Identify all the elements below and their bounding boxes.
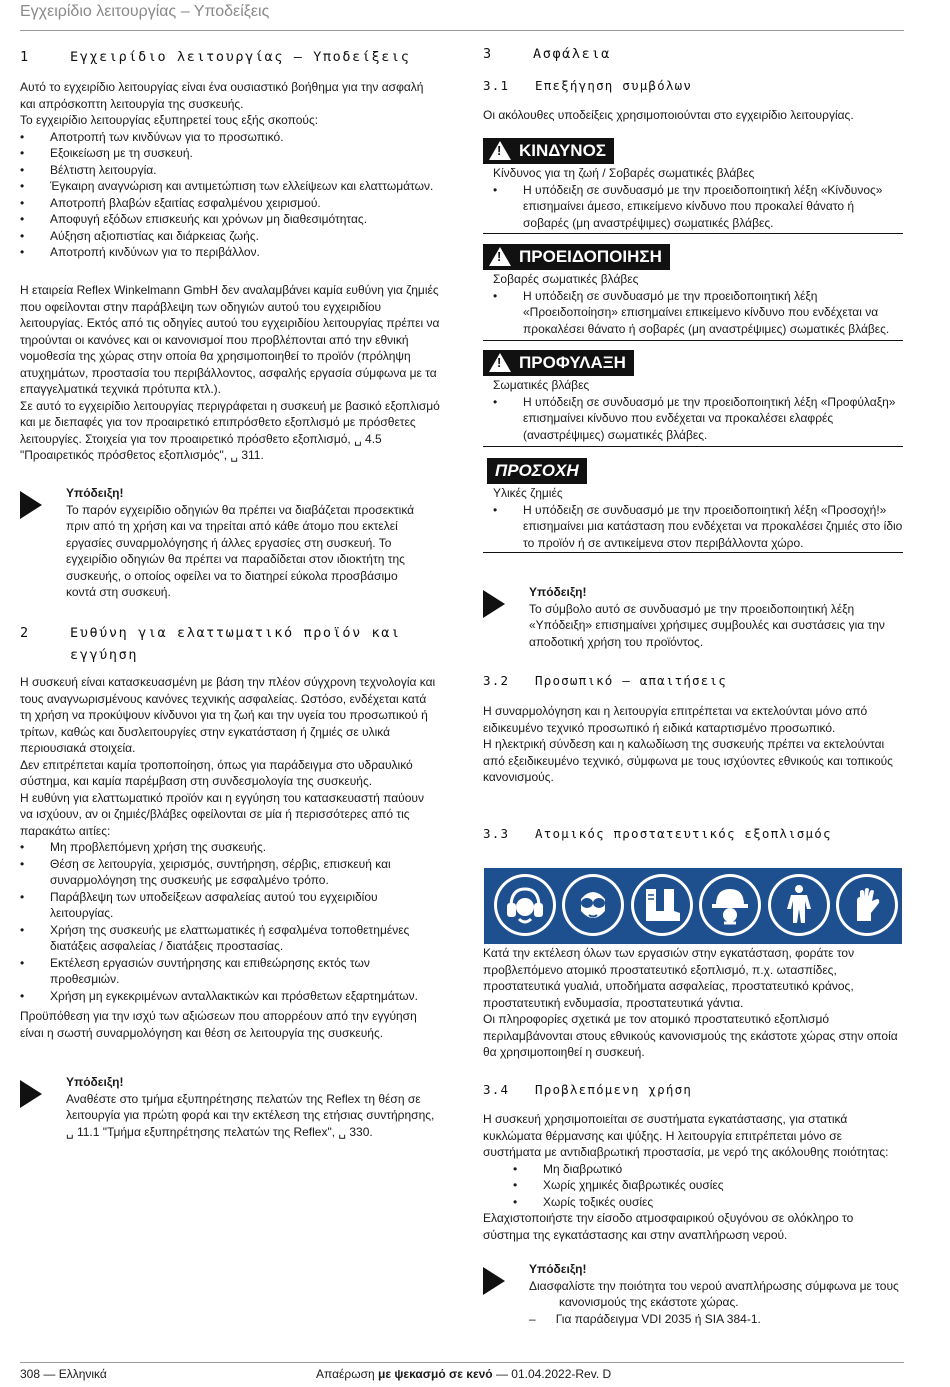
protective-suit-icon xyxy=(768,874,830,936)
hazard-description: • Η υπόδειξη σε συνδυασμό με την προειδοποιητική λέξη «Προσοχή!» επισημαίνει μια κατάσταση που ενδέχεται να προκαλέσει ζημιές στο ίδιο το προϊόν ή σε αντικείμενα στον περιβάλλοντα χώρο. xyxy=(493,502,903,552)
header-rule xyxy=(20,30,904,31)
section-title: Ασφάλεια xyxy=(533,46,611,62)
section-3-4-heading xyxy=(483,1081,692,1099)
danger-box xyxy=(483,138,903,234)
list-item: • Χωρίς χημικές διαβρωτικές ουσίες xyxy=(513,1177,903,1194)
section-number: 3.1 xyxy=(483,78,510,93)
signal-word: ΠΡΟΦΥΛΑΞΗ xyxy=(519,353,626,372)
note-arrow-icon xyxy=(20,491,42,519)
section-2-body xyxy=(20,674,440,1004)
warning-triangle-icon xyxy=(489,141,511,160)
section-title: Επεξήγηση συμβόλων xyxy=(535,78,693,93)
section-number: 2 xyxy=(20,625,30,641)
section-3-heading xyxy=(483,44,611,64)
caution-box xyxy=(483,350,903,447)
section-number: 3 xyxy=(483,46,493,62)
signal-word: ΠΡΟΕΙΔΟΠΟΙΗΣΗ xyxy=(519,247,662,266)
note-example: Για παράδειγμα VDI 2035 ή SIA 384-1. xyxy=(555,1311,761,1326)
protective-gloves-icon xyxy=(836,874,898,936)
section-number: 1 xyxy=(20,49,30,65)
hazard-description: • Η υπόδειξη σε συνδυασμό με την προειδοποιητική λέξη «Προειδοποίηση» επισημαίνει επικείμενο κίνδυνο που ενδέχεται να προκαλέσει θάνατο ή σοβαρές (μη αναστρέψιμες) σωματικές βλάβες. xyxy=(493,288,903,338)
section-title-cont: εγγύηση xyxy=(70,647,139,663)
list-item: • Θέση σε λειτουργία, χειρισμός, συντήρηση, σέρβις, επισκευή και συναρμολόγηση της συσκευής με εσφαλμένο τρόπο. xyxy=(20,856,440,889)
dash-marker: – xyxy=(529,1311,536,1326)
list-item: • Χωρίς τοξικές ουσίες xyxy=(513,1194,903,1211)
section-2-heading xyxy=(20,622,440,666)
signal-word: ΚΙΝΔΥΝΟΣ xyxy=(519,141,606,160)
section-number: 3.4 xyxy=(483,1082,510,1097)
paragraph: Η συσκευή είναι κατασκευασμένη με βάση την πλέον σύγχρονη τεχνολογία και τους αναγνωρισμένους κανόνες τεχνικής ασφαλείας. Ωστόσο, ενδέχεται κατά τη χρήση να προκύψουν κίνδυνοι για τη ζωή και την υγεία του προσωπικού ή τρίτων, καθώς και δυσλειτουργίες στην εγκατάσταση ή ζημιές σε υλικά περιουσιακά στοιχεία. xyxy=(20,675,436,755)
document-title xyxy=(316,1366,611,1382)
section-1-body xyxy=(20,79,440,261)
signal-word: ΠΡΟΣΟΧΗ xyxy=(495,461,579,480)
safety-goggles-icon xyxy=(562,874,624,936)
hazard-type: Σοβαρές σωματικές βλάβες xyxy=(493,272,639,286)
doc-title-bold: με ψεκασμό σε κενό xyxy=(378,1367,493,1381)
note-text: Το σύμβολο αυτό σε συνδυασμό με την προειδοποιητική λέξη «Υπόδειξη» επισημαίνει χρήσιμες συμβουλές και συστάσεις για την αποδοτική χρήση του προϊόντος. xyxy=(529,601,885,649)
safety-boots-icon xyxy=(631,874,693,936)
intro-paragraph: Αυτό το εγχειρίδιο λειτουργίας είναι ένα ουσιαστικό βοήθημα για την ασφαλή και απρόσκοπτη λειτουργία της συσκευής. xyxy=(20,80,424,111)
water-quality-list xyxy=(513,1161,903,1211)
list-item: • Παράβλεψη των υποδείξεων ασφαλείας αυτού του εγχειριδίου λειτουργίας. xyxy=(20,889,440,922)
note-title: Υπόδειξη! xyxy=(66,1075,124,1089)
list-item: • Εκτέλεση εργασιών συντήρησης και επιθεώρησης εκτός των προθεσμιών. xyxy=(20,955,440,988)
liability-text xyxy=(20,282,440,464)
paragraph: Η ευθύνη για ελαττωματικό προϊόν και η εγγύηση του κατασκευαστή παύουν να ισχύουν, αν οι ζημιές/βλάβες οφείλονται σε μία ή περισσότερες από τις παρακάτω αιτίες: xyxy=(20,790,424,838)
hazard-type: Υλικές ζημιές xyxy=(493,486,563,500)
list-item: • Χρήση της συσκευής με ελαττωματικές ή εσφαλμένα τοποθετημένες διατάξεις ασφαλείας / διατάξεις προστασίας. xyxy=(20,922,440,955)
note-text: Αναθέστε στο τμήμα εξυπηρέτησης πελατών της Reflex τη θέση σε λειτουργία για πρώτη φορά και την εκτέλεση της ετήσιας συντήρησης, xyxy=(66,1091,435,1122)
note-text: Διασφαλίστε την ποιότητα του νερού αναπλήρωσης σύμφωνα με τους xyxy=(529,1278,899,1293)
hard-hat-icon xyxy=(699,874,761,936)
section-title: Ευθύνη για ελαττωματικό προϊόν και xyxy=(70,625,401,641)
page-number: 308 — Ελληνικά xyxy=(20,1367,107,1381)
paragraph: Η εταιρεία Reflex Winkelmann GmbH δεν αναλαμβάνει καμία ευθύνη για ζημιές που οφείλονται στην παράβλεψη των οδηγιών αυτού του εγχειριδίου λειτουργίας. Εκτός από τις οδηγίες αυτού του εγχειριδίου λειτουργίας πρέπει να τηρούνται οι κανόνες και οι κανονισμοί που προβλέπονται από την εθνική νομοθεσία της χώρας στην οποία θα χρησιμοποιηθεί το προϊόν (πρόληψη ατυχημάτων, προστασία του περιβάλλοντος, ασφαλής εργασία σύμφωνα με τα επαγγελματικά τεχνικά πρότυπα κτλ.). xyxy=(20,283,440,396)
section-number: 3.2 xyxy=(483,673,510,688)
note-title: Υπόδειξη! xyxy=(529,585,587,599)
symbols-intro: Οι ακόλουθες υποδείξεις χρησιμοποιούνται στο εγχειρίδιο λειτουργίας. xyxy=(483,108,854,122)
note-box xyxy=(20,485,440,605)
note-title: Υπόδειξη! xyxy=(66,486,124,500)
hazard-type: Κίνδυνος για τη ζωή / Σοβαρές σωματικές βλάβες xyxy=(493,166,755,180)
purpose-list xyxy=(20,129,440,261)
warning-triangle-icon xyxy=(489,247,511,266)
section-3-3-body xyxy=(483,945,903,1061)
list-item: • Έγκαιρη αναγνώριση και αντιμετώπιση των ελλείψεων και ελαττωμάτων. xyxy=(20,178,440,195)
warranty-condition xyxy=(20,1008,440,1041)
caution-signal xyxy=(483,350,634,376)
section-3-4-body xyxy=(483,1111,903,1243)
section-title: Εγχειρίδιο λειτουργίας – Υποδείξεις xyxy=(70,49,411,65)
section-title: Προσωπικό – απαιτήσεις xyxy=(535,673,727,688)
list-item: • Αποτροπή κινδύνων για το περιβάλλον. xyxy=(20,244,440,261)
paragraph: Ελαχιστοποιήστε την είσοδο ατμοσφαιρικού οξυγόνου σε ολόκληρο το σύστημα της εγκατάστασης και στην αναπλήρωση νερού. xyxy=(483,1211,854,1242)
paragraph: Δεν επιτρέπεται καμία τροποποίηση, όπως για παράδειγμα στο υδραυλικό σύστημα, και καμία παρέμβαση στη συνδεσμολογία της συσκευής. xyxy=(20,757,413,788)
section-3-3-heading xyxy=(483,825,832,843)
list-item: • Βέλτιστη λειτουργία. xyxy=(20,162,440,179)
section-title: Ατομικός προστατευτικός εξοπλισμός xyxy=(535,826,832,841)
section-number: 3.3 xyxy=(483,826,510,841)
paragraph: Κατά την εκτέλεση όλων των εργασιών στην εγκατάσταση, φοράτε τον προβλεπόμενο ατομικό προστατευτικό εξοπλισμό, π.χ. ωτασπίδες, προστατευτικά γυαλιά, υποδήματα ασφαλείας, προστατευτικό κράνος, προστατευτική ενδυμασία, προστατευτικά γάντια. xyxy=(483,946,855,1010)
list-item: • Μη προβλεπόμενη χρήση της συσκευής. xyxy=(20,839,440,856)
paragraph: Η συναρμολόγηση και η λειτουργία επιτρέπεται να εκτελούνται μόνο από ειδικευμένο τεχνικό προσωπικό ή ειδικά καταρτισμένο προσωπικό. xyxy=(483,704,868,735)
hazard-description: • Η υπόδειξη σε συνδυασμό με την προειδοποιητική λέξη «Προφύλαξη» επισημαίνει κίνδυνο που ενδέχεται να προκαλέσει ελαφρές (αναστρέψιμες) σωματικές βλάβες. xyxy=(493,394,903,444)
danger-signal xyxy=(483,138,614,164)
warning-box xyxy=(483,244,903,341)
note-text-cont: κανονισμούς της εκάστοτε χώρας. xyxy=(559,1295,739,1309)
hazard-type: Σωματικές βλάβες xyxy=(493,378,590,392)
note-box xyxy=(483,1261,903,1331)
section-3-2-heading xyxy=(483,672,727,690)
ppe-icon-strip xyxy=(484,868,902,944)
list-item: • Αποτροπή των κινδύνων για το προσωπικό. xyxy=(20,129,440,146)
list-item: • Αποφυγή εξόδων επισκευής και χρόνων μη διαθεσιμότητας. xyxy=(20,211,440,228)
section-3-1-heading xyxy=(483,77,692,95)
paragraph: Σε αυτό το εγχειρίδιο λειτουργίας περιγράφεται η συσκευή με βασικό εξοπλισμό και με διεπαφές για τον προαιρετικό επιπρόσθετο εξοπλισμό με πρόσθετες λειτουργίες. Στοιχεία για τον προαιρετικό πρόσθετο εξοπλισμό, ␣ 4.5 "Προαιρετικός πρόσθετος εξοπλισμός", ␣ 311. xyxy=(20,398,440,462)
warning-signal xyxy=(483,244,670,270)
list-item: • Αποτροπή βλαβών εξαιτίας εσφαλμένου χειρισμού. xyxy=(20,195,440,212)
paragraph: Οι πληροφορίες σχετικά με τον ατομικό προστατευτικό εξοπλισμό περιλαμβάνονται στους εθνικούς κανονισμούς της εκάστοτε χώρας στην οποία θα χρησιμοποιηθεί η συσκευή. xyxy=(483,1012,898,1059)
paragraph: Η συσκευή χρησιμοποιείται σε συστήματα εγκατάστασης, για στατικά κυκλώματα θέρμανσης και ψύξης. Η λειτουργία επιτρέπεται μόνο σε συστήματα με αντιδιαβρωτική προστασία, με νερό της ακόλουθης ποιότητας: xyxy=(483,1112,889,1159)
note-arrow-icon xyxy=(20,1080,42,1108)
section-1-heading xyxy=(20,47,410,67)
paragraph: Προϋπόθεση για την ισχύ των αξιώσεων που απορρέουν από την εγγύηση είναι η σωστή συναρμολόγηση και θέση σε λειτουργία της συσκευής. xyxy=(20,1009,417,1040)
footer-rule xyxy=(20,1362,904,1363)
note-text: Το παρόν εγχειρίδιο οδηγιών θα πρέπει να διαβάζεται προσεκτικά πριν από τη χρήση και να τηρείται από κάθε άτομο που εκτελεί εργασίες συναρμολόγησης ή άλλες εργασίες στη συσκευή. Το εγχειρίδιο οδηγιών θα πρέπει να παραδίδεται στον ιδιοκτήτη της συσκευής, ο οποίος οφείλει να το διατηρεί εύκολα προσβάσιμο κοντά στη συσκευή. xyxy=(66,502,415,599)
note-title: Υπόδειξη! xyxy=(529,1262,587,1276)
list-item: • Αύξηση αξιοπιστίας και διάρκειας ζωής. xyxy=(20,228,440,245)
note-box xyxy=(483,584,903,654)
running-header: Εγχειρίδιο λειτουργίας – Υποδείξεις xyxy=(20,3,270,20)
intro-purposes: Το εγχειρίδιο λειτουργίας εξυπηρετεί τους εξής σκοπούς: xyxy=(20,113,319,127)
doc-title-post: — 01.04.2022-Rev. D xyxy=(492,1367,612,1381)
note-box xyxy=(20,1074,440,1144)
cause-list xyxy=(20,839,440,1004)
attention-signal xyxy=(487,458,587,484)
warning-triangle-icon xyxy=(489,353,511,372)
ear-protection-icon xyxy=(494,874,556,936)
list-item: • Χρήση μη εγκεκριμένων ανταλλακτικών και πρόσθετων εξαρτημάτων. xyxy=(20,988,440,1005)
list-item: • Μη διαβρωτικό xyxy=(513,1161,903,1178)
doc-title-pre: Απαέρωση xyxy=(316,1367,379,1381)
paragraph: Η ηλεκτρική σύνδεση και η καλωδίωση της συσκευής πρέπει να εκτελούνται από εξειδικευμένο τεχνικό, σύμφωνα με τους ισχύοντες εθνικούς και τοπικούς κανονισμούς. xyxy=(483,737,893,784)
section-3-2-body xyxy=(483,703,903,786)
note-arrow-icon xyxy=(483,1267,505,1295)
list-item: • Εξοικείωση με τη συσκευή. xyxy=(20,145,440,162)
hazard-description: • Η υπόδειξη σε συνδυασμό με την προειδοποιητική λέξη «Κίνδυνος» επισημαίνει άμεσο, επικείμενο κίνδυνο που προκαλεί θάνατο ή σοβαρές (μη αναστρέψιμες) σωματικές βλάβες. xyxy=(493,182,903,232)
note-arrow-icon xyxy=(483,590,505,618)
note-reference: ␣ 11.1 "Τμήμα εξυπηρέτησης πελατών της Reflex", ␣ 330. xyxy=(66,1124,373,1139)
section-title: Προβλεπόμενη χρήση xyxy=(535,1082,693,1097)
attention-box xyxy=(483,458,903,553)
